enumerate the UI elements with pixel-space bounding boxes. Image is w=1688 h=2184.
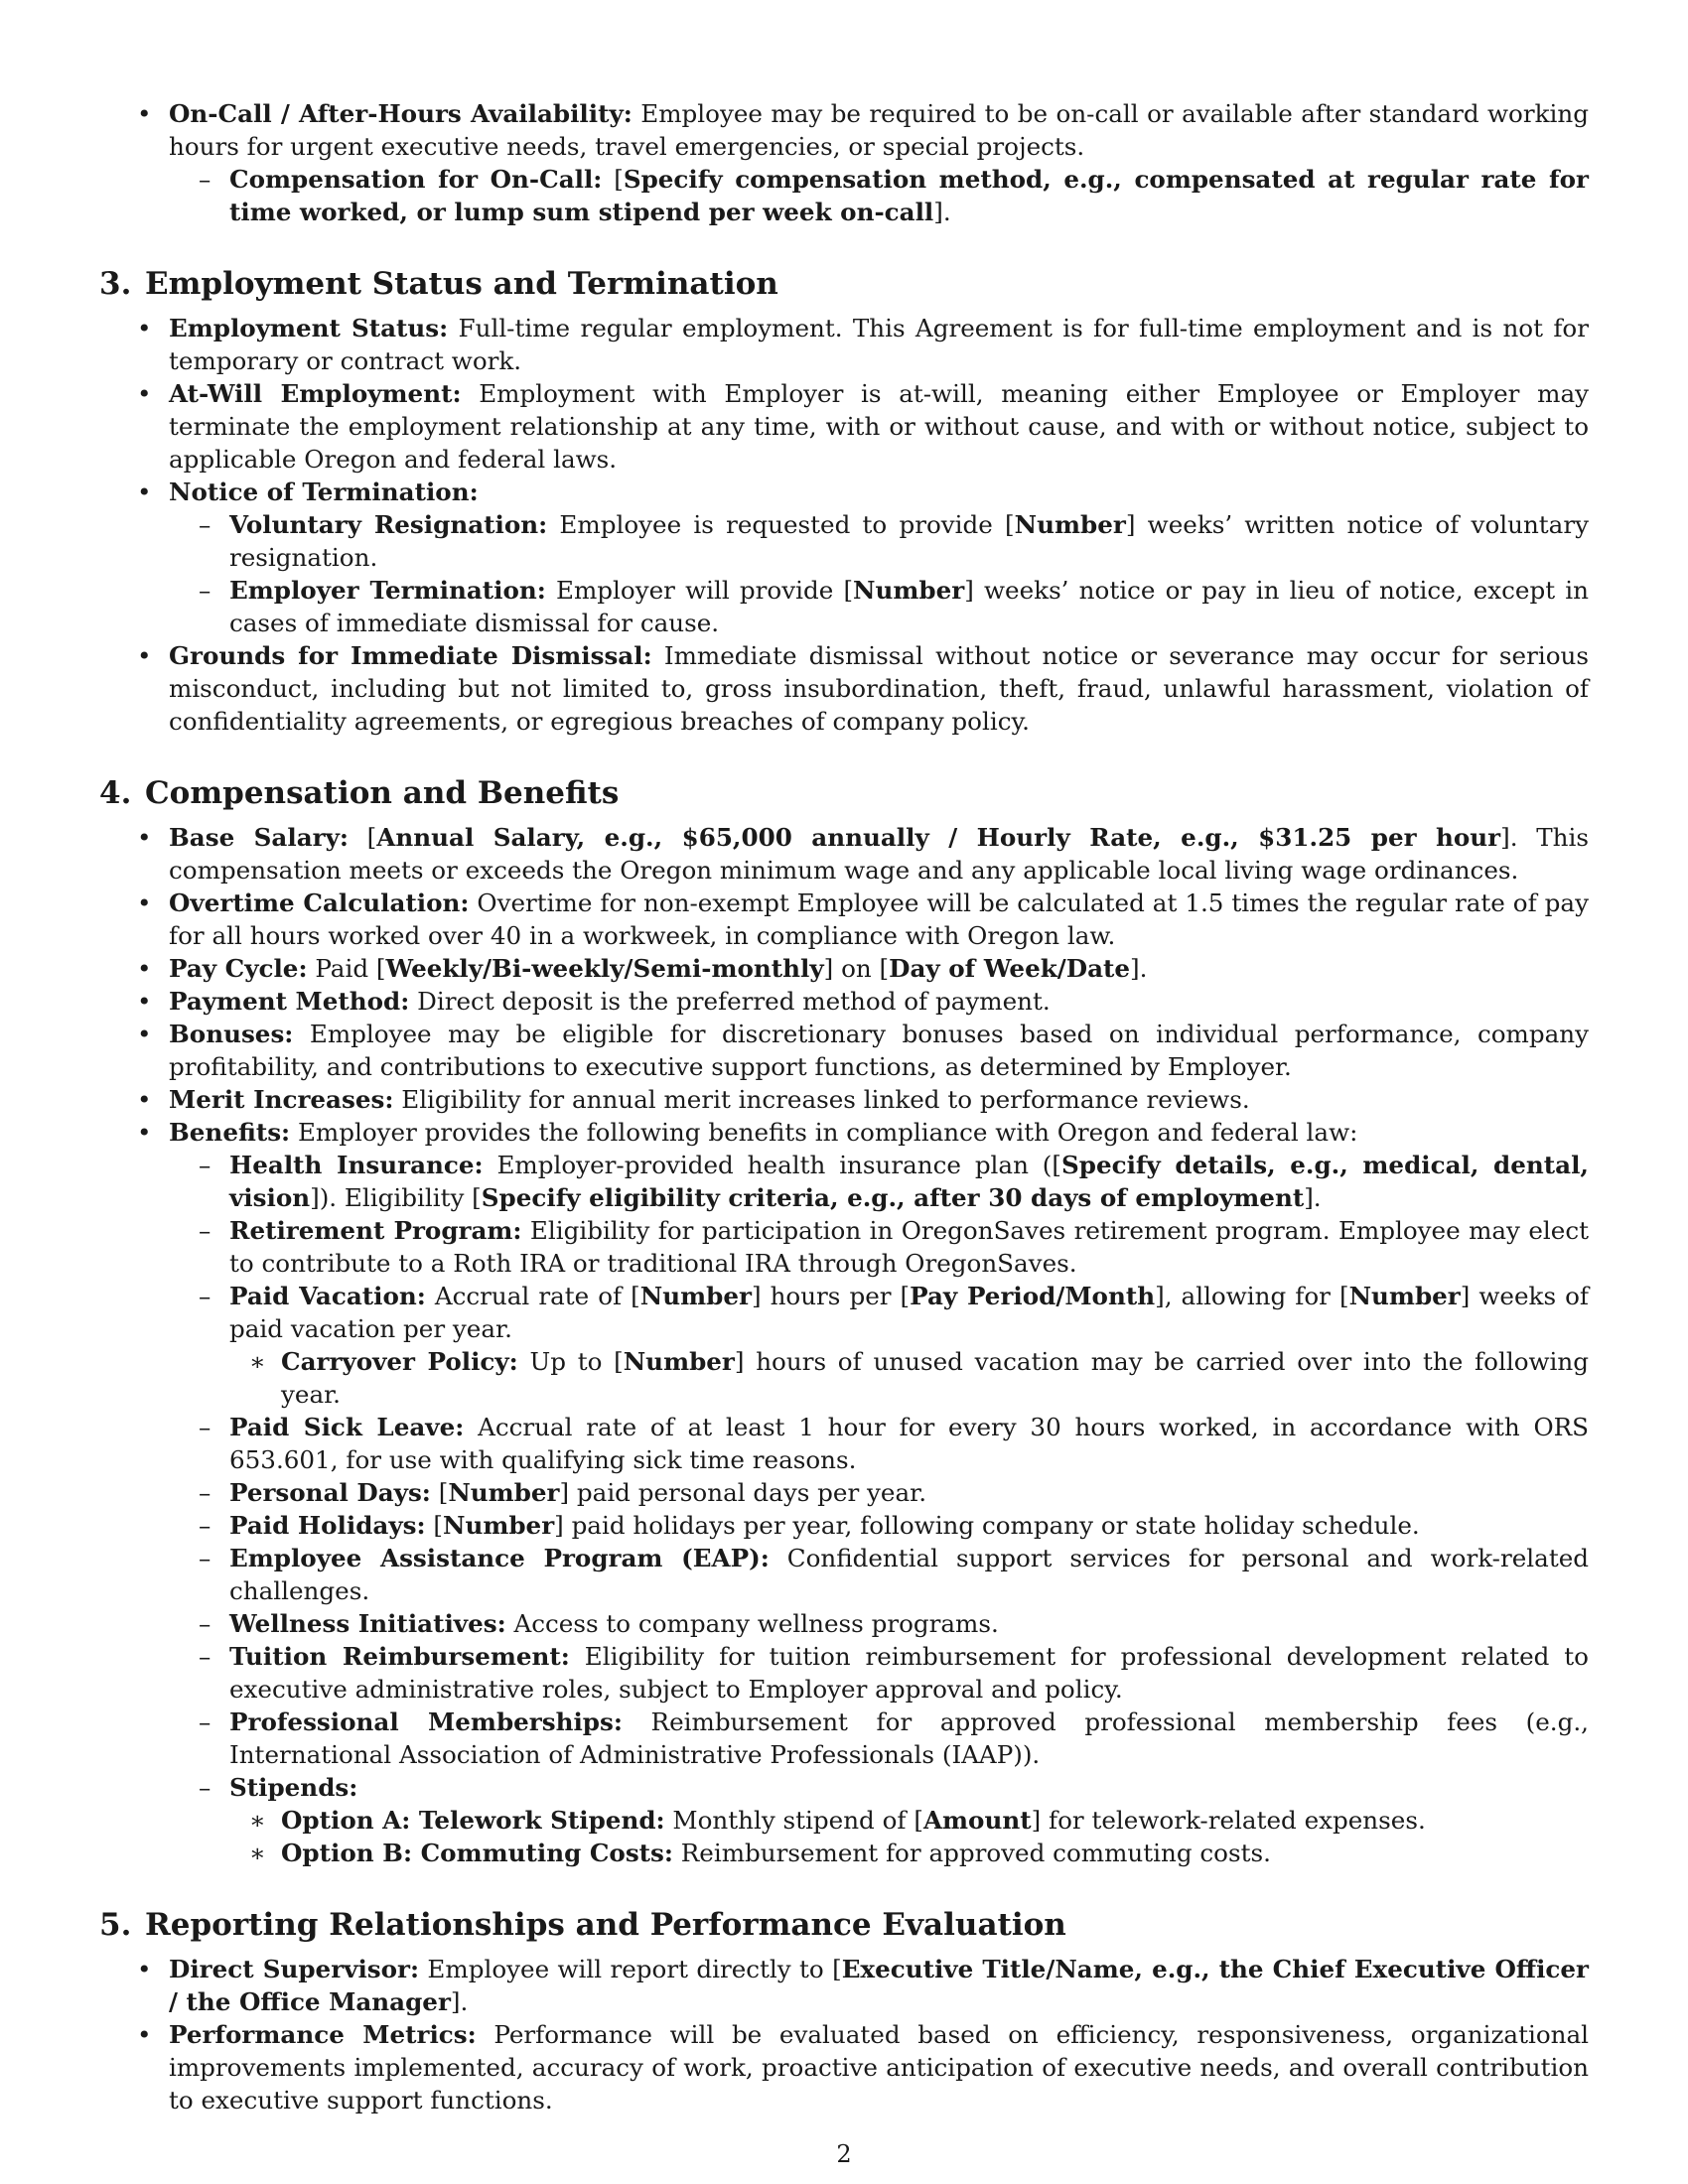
list-item: • Performance Metrics: Performance will be evaluated based on efficiency, responsiveness, organizational improvements implemented, accuracy of work, proactive anticipation of executive needs, and overall contribution to executive support functions.: [99, 2018, 1589, 2116]
item-label: On-Call / After-Hours Availability:: [169, 99, 633, 128]
section-3-list: [99, 312, 1589, 738]
list-item: • Employment Status: Full-time regular employment. This Agreement is for full-time employment and is not for temporary or contract work.: [99, 312, 1589, 377]
list-item: • Direct Supervisor: Employee will report directly to [Executive Title/Name, e.g., the Chief Executive Officer / the Office Manager].: [99, 1953, 1589, 2018]
list-item: • Merit Increases: Eligibility for annual merit increases linked to performance reviews.: [99, 1083, 1589, 1116]
list-item: – Employee Assistance Program (EAP): Confidential support services for personal and work-related challenges.: [169, 1542, 1589, 1607]
page-number: 2: [836, 2140, 852, 2168]
section-heading: 5. Reporting Relationships and Performance Evaluation: [99, 1907, 1066, 1943]
document-page: [99, 97, 1589, 2116]
list-item: • On-Call / After-Hours Availability: Employee may be required to be on-call or available after standard working hours for urgent executive needs, travel emergencies, or special projects. – Compensation for On-Call: [Specify compensation method, e.g., compensated at regular rate for time worked, or lump sum stipend per week on-call].: [99, 97, 1589, 228]
list-item: – Paid Sick Leave: Accrual rate of at least 1 hour for every 30 hours worked, in accordance with ORS 653.601, for use with qualifying sick time reasons.: [169, 1411, 1589, 1476]
list-item: – Paid Vacation: Accrual rate of [Number] hours per [Pay Period/Month], allowing for [Number] weeks of paid vacation per year. ∗ Carryover Policy: Up to [Number] hours of unused vacation may be carried over into the following year.: [169, 1280, 1589, 1411]
list-item: • At-Will Employment: Employment with Employer is at-will, meaning either Employee or Employer may terminate the employment relationship at any time, with or without cause, and with or without notice, subject to applicable Oregon and federal laws.: [99, 377, 1589, 476]
list-item: – Professional Memberships: Reimbursement for approved professional membership fees (e.g., International Association of Administrative Professionals (IAAP)).: [169, 1706, 1589, 1771]
list-item: • Payment Method: Direct deposit is the preferred method of payment.: [99, 985, 1589, 1018]
list-item: ∗ Option A: Telework Stipend: Monthly stipend of [Amount] for telework-related expenses.: [229, 1804, 1589, 1837]
list-item: • Notice of Termination: – Voluntary Resignation: Employee is requested to provide [Number] weeks’ written notice of voluntary resignation. – Employer Termination: Employer will provide [Number] weeks’ notice or pay in lieu of notice, except in cases of immediate dismissal for cause.: [99, 476, 1589, 639]
list-item: – Compensation for On-Call: [Specify compensation method, e.g., compensated at regular rate for time worked, or lump sum stipend per week on-call].: [169, 163, 1589, 228]
section-5-list: [99, 1953, 1589, 2116]
list-item: – Retirement Program: Eligibility for participation in OregonSaves retirement program. Employee may elect to contribute to a Roth IRA or traditional IRA through OregonSaves.: [169, 1214, 1589, 1280]
list-item: • Grounds for Immediate Dismissal: Immediate dismissal without notice or severance may occur for serious misconduct, including but not limited to, gross insubordination, theft, fraud, unlawful harassment, violation of confidentiality agreements, or egregious breaches of company policy.: [99, 639, 1589, 738]
oncall-list: [99, 97, 1589, 228]
list-item: – Wellness Initiatives: Access to company wellness programs.: [169, 1607, 1589, 1640]
list-item: • Overtime Calculation: Overtime for non-exempt Employee will be calculated at 1.5 times the regular rate of pay for all hours worked over 40 in a workweek, in compliance with Oregon law.: [99, 887, 1589, 952]
list-item: • Benefits: Employer provides the following benefits in compliance with Oregon and federal law: – Health Insurance: Employer-provided health insurance plan ([Specify details, e.g., medical, dental, vision]). Eligibility [Specify eligibility criteria, e.g., after 30 days of employment]. – Retirement Program: Eligibility for participation in OregonSaves retirement program. Employee may elect to contribute to a Roth IRA or traditional IRA through OregonSaves. – Paid Vacation: Accrual rate of [Number] hours per [Pay Period/Month], allowing for [Number] weeks of paid vacation per year. ∗ Carryover Policy: Up to [Number] hours of unused vacation may be carried over into the following year. – Paid Sick Leave: Accrual rate of at least 1 hour for every 30 hours worked, in accordance with ORS 653.601, for use with qualifying sick time reasons. – Personal Days: [Number] paid personal days per year. – Paid Holidays: [Number] paid holidays per year, following company or state holiday schedule. – Employee Assistance Program (EAP): Confidential support services for personal and work-related challenges. – Wellness Initiatives: Access to company wellness programs. – Tuition Reimbursement: Eligibility for tuition reimbursement for professional development related to executive administrative roles, subject to Employer approval and policy. – Professional Memberships: Reimbursement for approved professional membership fees (e.g., International Association of Administrative Professionals (IAAP)). – Stipends: ∗ Option A: Telework Stipend: Monthly stipend of [Amount] for telework-related expenses. ∗ Option B: Commuting Costs: Reimbursement for approved commuting costs.: [99, 1116, 1589, 1869]
list-item: • Bonuses: Employee may be eligible for discretionary bonuses based on individual performance, company profitability, and contributions to executive support functions, as determined by Employer.: [99, 1018, 1589, 1083]
list-item: – Health Insurance: Employer-provided health insurance plan ([Specify details, e.g., medical, dental, vision]). Eligibility [Specify eligibility criteria, e.g., after 30 days of employment].: [169, 1149, 1589, 1214]
list-item: – Stipends: ∗ Option A: Telework Stipend: Monthly stipend of [Amount] for telework-related expenses. ∗ Option B: Commuting Costs: Reimbursement for approved commuting costs.: [169, 1771, 1589, 1869]
list-item: ∗ Option B: Commuting Costs: Reimbursement for approved commuting costs.: [229, 1837, 1589, 1869]
section-heading: 4. Compensation and Benefits: [99, 775, 620, 811]
list-item: ∗ Carryover Policy: Up to [Number] hours of unused vacation may be carried over into the following year.: [229, 1345, 1589, 1411]
list-item: – Tuition Reimbursement: Eligibility for tuition reimbursement for professional development related to executive administrative roles, subject to Employer approval and policy.: [169, 1640, 1589, 1706]
list-item: – Paid Holidays: [Number] paid holidays per year, following company or state holiday schedule.: [169, 1509, 1589, 1542]
list-item: – Personal Days: [Number] paid personal days per year.: [169, 1476, 1589, 1509]
list-item: – Employer Termination: Employer will provide [Number] weeks’ notice or pay in lieu of notice, except in cases of immediate dismissal for cause.: [169, 574, 1589, 639]
list-item: • Base Salary: [Annual Salary, e.g., $65,000 annually / Hourly Rate, e.g., $31.25 per hour]. This compensation meets or exceeds the Oregon minimum wage and any applicable local living wage ordinances.: [99, 821, 1589, 887]
list-item: • Pay Cycle: Paid [Weekly/Bi-weekly/Semi-monthly] on [Day of Week/Date].: [99, 952, 1589, 985]
section-heading: 3. Employment Status and Termination: [99, 266, 778, 302]
section-4-list: [99, 821, 1589, 1869]
list-item: – Voluntary Resignation: Employee is requested to provide [Number] weeks’ written notice of voluntary resignation.: [169, 508, 1589, 574]
